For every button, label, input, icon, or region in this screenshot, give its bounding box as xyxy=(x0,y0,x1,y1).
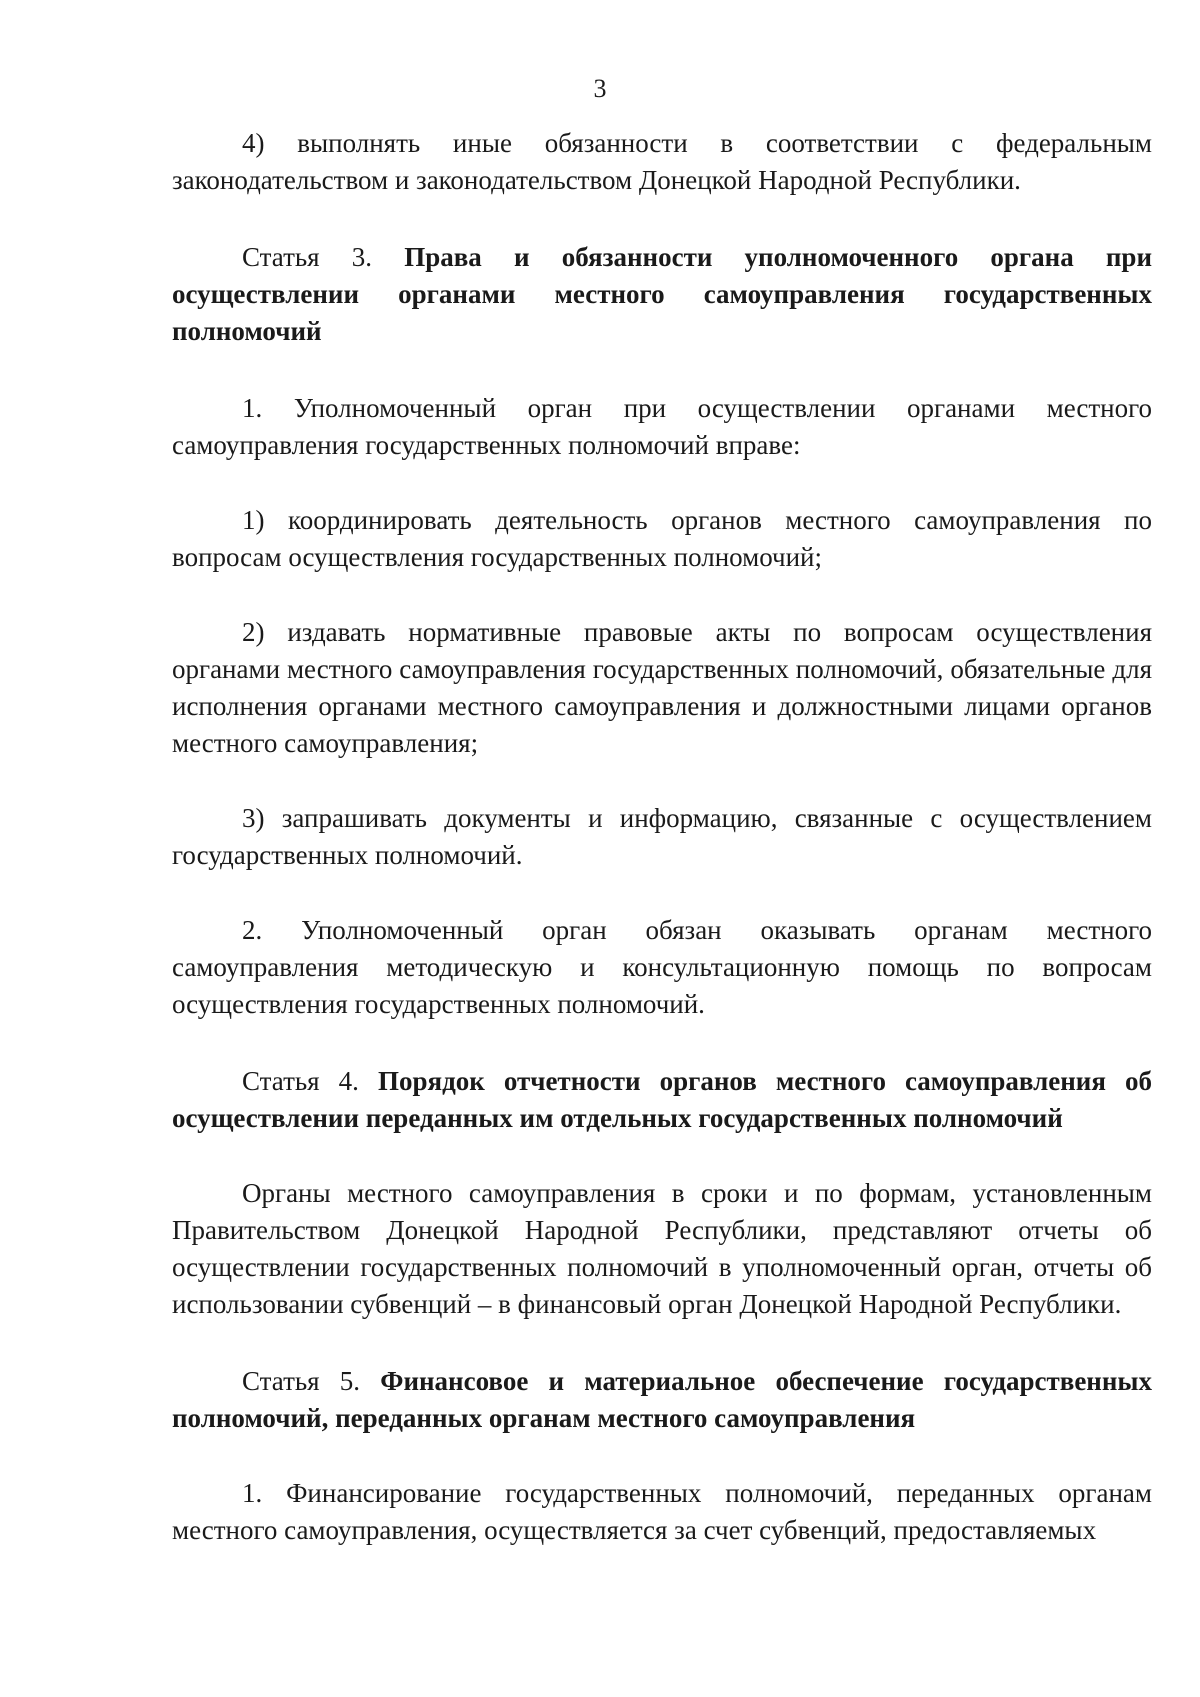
article-3-item-1: 1) координировать деятельность органов местного самоуправления по вопросам осуществления государственных полномочий; xyxy=(172,505,1152,572)
page-number: 3 xyxy=(593,74,607,103)
article-3-clause-1: 1. Уполномоченный орган при осуществлении органами местного самоуправления государственных полномочий вправе: xyxy=(172,393,1152,460)
article-3-item-2: 2) издавать нормативные правовые акты по вопросам осуществления органами местного самоуправления государственных полномочий, обязательные для исполнения органами местного самоуправления и должностными лицами органов местного самоуправления; xyxy=(172,617,1152,758)
article-3-item-3: 3) запрашивать документы и информацию, связанные с осуществлением государственных полномочий. xyxy=(172,803,1152,870)
article-5-title: Финансовое и материальное обеспечение государственных полномочий, переданных органам местного самоуправления xyxy=(172,1366,1152,1433)
article-5-heading xyxy=(172,1363,1152,1437)
article-4-heading xyxy=(172,1063,1152,1137)
article-3-title: Права и обязанности уполномоченного органа при осуществлении органами местного самоуправления государственных полномочий xyxy=(172,242,1153,346)
article-5-clause-1: 1. Финансирование государственных полномочий, переданных органам местного самоуправления, осуществляется за счет субвенций, предоставляемых xyxy=(172,1478,1152,1545)
article-3-label: Статья 3. xyxy=(242,242,373,272)
article-4-label: Статья 4. xyxy=(242,1066,359,1096)
article-5-label: Статья 5. xyxy=(242,1366,361,1396)
article-3-heading xyxy=(172,239,1152,350)
article-4-text: Органы местного самоуправления в сроки и по формам, установленным Правительством Донецкой Народной Республики, представляют отчеты об осуществлении государственных полномочий в уполномоченный орган, отчеты об использовании субвенций – в финансовый орган Донецкой Народной Республики. xyxy=(172,1178,1152,1319)
article-4-title: Порядок отчетности органов местного самоуправления об осуществлении переданных им отдельных государственных полномочий xyxy=(172,1066,1153,1133)
document-body xyxy=(172,125,1152,1549)
list-item-4: 4) выполнять иные обязанности в соответствии с федеральным законодательством и законодательством Донецкой Народной Республики. xyxy=(172,128,1152,195)
article-3-clause-2: 2. Уполномоченный орган обязан оказывать органам местного самоуправления методическую и консультационную помощь по вопросам осуществления государственных полномочий. xyxy=(172,915,1152,1019)
